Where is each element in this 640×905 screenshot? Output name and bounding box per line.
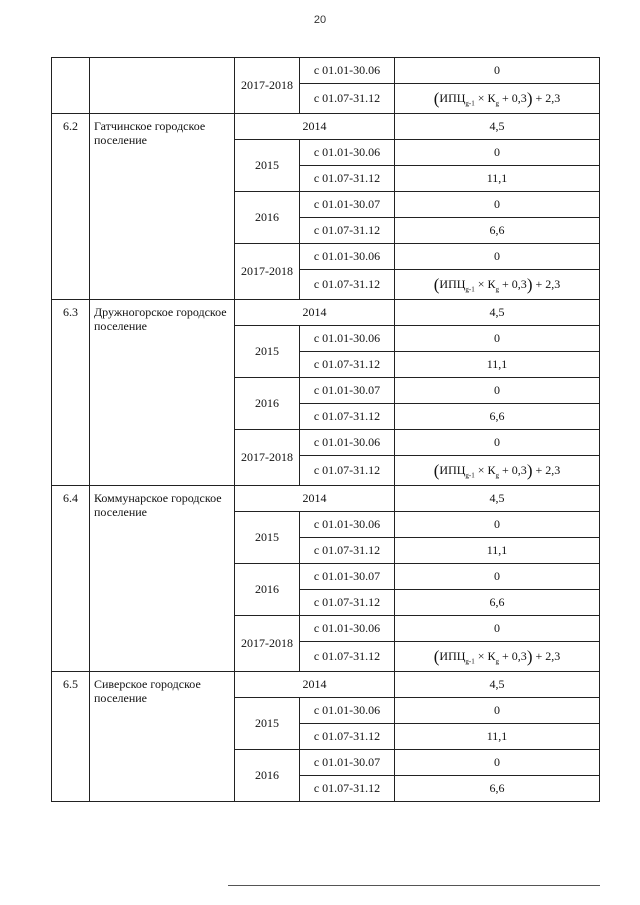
period-cell: с 01.01-30.07	[300, 750, 395, 776]
table-row	[52, 486, 600, 512]
year-cell: 2015	[235, 326, 300, 378]
value-cell: 4,5	[395, 300, 600, 326]
formula-times: × К	[474, 276, 496, 291]
value-cell: 0	[395, 140, 600, 166]
formula-sub-1: g-1	[465, 98, 475, 107]
formula-cell	[395, 642, 600, 672]
value-cell: 0	[395, 750, 600, 776]
year-cell: 2016	[235, 192, 300, 244]
value-cell: 4,5	[395, 114, 600, 140]
page-number: 20	[313, 14, 327, 26]
year-cell: 2015	[235, 698, 300, 750]
period-cell: с 01.01-30.06	[300, 58, 395, 84]
formula-close-paren: )	[526, 646, 533, 666]
year-cell: 2017-2018	[235, 244, 300, 300]
settlement-name: Гатчинское городское поселение	[90, 114, 235, 300]
table-row	[52, 672, 600, 698]
value-cell: 6,6	[395, 404, 600, 430]
value-cell: 0	[395, 378, 600, 404]
settlement-name: Сиверское городское поселение	[90, 672, 235, 802]
formula-sub-1: g-1	[465, 284, 475, 293]
section-number: 6.2	[52, 114, 90, 300]
formula-open-paren: (	[433, 88, 440, 108]
formula	[433, 274, 561, 294]
period-cell: с 01.07-31.12	[300, 166, 395, 192]
value-cell: 11,1	[395, 166, 600, 192]
value-cell: 0	[395, 564, 600, 590]
formula-plus: + 0,3	[499, 90, 527, 105]
formula-open-paren: (	[433, 274, 440, 294]
formula-close-paren: )	[526, 274, 533, 294]
period-cell: с 01.07-31.12	[300, 456, 395, 486]
value-cell: 6,6	[395, 590, 600, 616]
year-cell: 2014	[235, 486, 395, 512]
year-cell: 2016	[235, 378, 300, 430]
value-cell: 11,1	[395, 352, 600, 378]
period-cell: с 01.01-30.06	[300, 616, 395, 642]
period-cell: с 01.07-31.12	[300, 270, 395, 300]
value-cell: 0	[395, 192, 600, 218]
value-cell: 6,6	[395, 776, 600, 802]
formula-cell	[395, 84, 600, 114]
year-cell: 2015	[235, 512, 300, 564]
value-cell: 6,6	[395, 218, 600, 244]
period-cell: с 01.01-30.06	[300, 430, 395, 456]
value-cell: 0	[395, 616, 600, 642]
year-cell: 2017-2018	[235, 58, 300, 114]
value-cell: 0	[395, 326, 600, 352]
formula-tail: + 2,3	[532, 462, 561, 477]
period-cell: с 01.01-30.06	[300, 140, 395, 166]
value-cell: 0	[395, 512, 600, 538]
year-cell: 2014	[235, 300, 395, 326]
formula-cell	[395, 456, 600, 486]
value-cell: 0	[395, 430, 600, 456]
formula-tail: + 2,3	[532, 90, 561, 105]
formula-open-paren: (	[433, 460, 440, 480]
period-cell: с 01.01-30.07	[300, 564, 395, 590]
tariff-table	[51, 57, 600, 802]
table-row	[52, 300, 600, 326]
value-cell: 0	[395, 698, 600, 724]
value-cell: 4,5	[395, 486, 600, 512]
year-cell: 2016	[235, 564, 300, 616]
num-cell	[52, 58, 90, 114]
period-cell: с 01.01-30.07	[300, 192, 395, 218]
footer-line	[228, 885, 600, 886]
year-cell: 2017-2018	[235, 430, 300, 486]
settlement-name: Дружногорское городское поселение	[90, 300, 235, 486]
year-cell: 2014	[235, 672, 395, 698]
formula-close-paren: )	[526, 88, 533, 108]
formula-sub-2: g	[495, 656, 500, 665]
settlement-name: Коммунарское городское поселение	[90, 486, 235, 672]
period-cell: с 01.01-30.06	[300, 326, 395, 352]
formula-base: ИПЦ	[439, 90, 466, 105]
name-cell	[90, 58, 235, 114]
period-cell: с 01.01-30.06	[300, 698, 395, 724]
formula-plus: + 0,3	[499, 648, 527, 663]
period-cell: с 01.01-30.07	[300, 378, 395, 404]
section-number: 6.3	[52, 300, 90, 486]
formula	[433, 460, 561, 480]
formula-base: ИПЦ	[439, 648, 466, 663]
value-cell: 11,1	[395, 724, 600, 750]
formula	[433, 646, 561, 666]
period-cell: с 01.07-31.12	[300, 352, 395, 378]
period-cell: с 01.07-31.12	[300, 218, 395, 244]
period-cell: с 01.01-30.06	[300, 512, 395, 538]
value-cell: 4,5	[395, 672, 600, 698]
formula-sub-1: g-1	[465, 470, 475, 479]
formula-sub-1: g-1	[465, 656, 475, 665]
formula-base: ИПЦ	[439, 276, 466, 291]
year-cell: 2017-2018	[235, 616, 300, 672]
formula-plus: + 0,3	[499, 276, 527, 291]
formula-open-paren: (	[433, 646, 440, 666]
formula-sub-2: g	[495, 98, 500, 107]
formula-plus: + 0,3	[499, 462, 527, 477]
period-cell: с 01.07-31.12	[300, 538, 395, 564]
period-cell: с 01.07-31.12	[300, 724, 395, 750]
value-cell: 11,1	[395, 538, 600, 564]
period-cell: с 01.07-31.12	[300, 776, 395, 802]
formula	[433, 88, 561, 108]
value-cell: 0	[395, 244, 600, 270]
year-cell: 2016	[235, 750, 300, 802]
tariff-table-body	[52, 58, 600, 802]
period-cell: с 01.01-30.06	[300, 244, 395, 270]
value-cell: 0	[395, 58, 600, 84]
year-cell: 2014	[235, 114, 395, 140]
formula-sub-2: g	[495, 284, 500, 293]
year-cell: 2015	[235, 140, 300, 192]
formula-base: ИПЦ	[439, 462, 466, 477]
section-number: 6.4	[52, 486, 90, 672]
formula-tail: + 2,3	[532, 648, 561, 663]
formula-times: × К	[474, 648, 496, 663]
period-cell: с 01.07-31.12	[300, 84, 395, 114]
table-row	[52, 114, 600, 140]
formula-cell	[395, 270, 600, 300]
formula-times: × К	[474, 90, 496, 105]
section-number: 6.5	[52, 672, 90, 802]
period-cell: с 01.07-31.12	[300, 590, 395, 616]
formula-times: × К	[474, 462, 496, 477]
period-cell: с 01.07-31.12	[300, 642, 395, 672]
formula-close-paren: )	[526, 460, 533, 480]
table-row	[52, 58, 600, 84]
formula-sub-2: g	[495, 470, 500, 479]
formula-tail: + 2,3	[532, 276, 561, 291]
period-cell: с 01.07-31.12	[300, 404, 395, 430]
